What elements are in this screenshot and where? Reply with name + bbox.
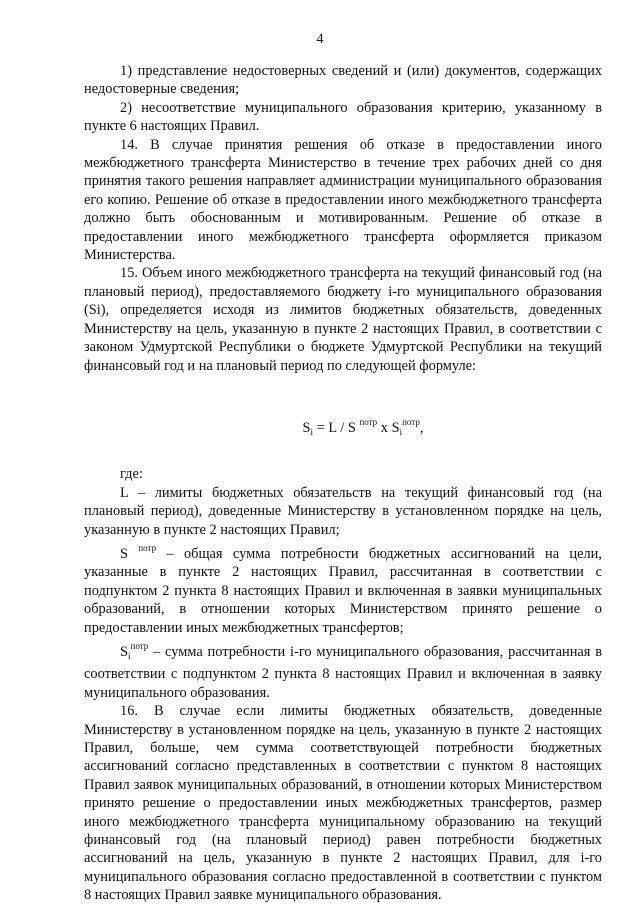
page-number: 4 bbox=[316, 31, 324, 47]
definition-text: – общая сумма потребности бюджетных ассигнований на цели, указанные в пункте 2 настоящих Правил, рассчитанная в соответствии с подпунктом 2 пункта 8 настоящих Правил и включенная в заявки муниципальных образований, в отношении которых Министерством принято решение о предоставлении иных межбюджетных трансфертов; bbox=[84, 545, 602, 636]
definition-sub: i bbox=[128, 650, 131, 661]
paragraph: 16. В случае если лимиты бюджетных обязательств, доведенные Министерству в установленном порядке на цель, указанную в пункте 2 настоящих Правил, больше, чем сумма соответствующей потребности бюджетных ассигнований согласно представленных в соответствии с пунктом 8 настоящих Правил заявок муниципальных образований, в отношении которых Министерством принято решение о предоставлении иных межбюджетных трансфертов, размер иного межбюджетного трансферта муниципальному образованию на текущий финансовый год (на плановый период) равен потребности бюджетных ассигнований на цель, указанную в пункте 2 настоящих Правил, для i-го муниципального образования согласно предоставленной в соответствии с пунктом 8 настоящих Правил заявке муниципального образования. bbox=[84, 703, 602, 904]
formula-sup2: потр bbox=[402, 416, 420, 427]
definition-text: – сумма потребности i-го муниципального образования, рассчитанная в соответствии с подпунктом 2 пункта 8 настоящих Правил и включенная в заявку муниципального образования. bbox=[84, 643, 602, 701]
document-body bbox=[84, 62, 602, 905]
where-label: где: bbox=[120, 466, 143, 483]
formula-left-sub: i bbox=[310, 426, 314, 437]
paragraph: 15. Объем иного межбюджетного трансферта на текущий финансовый год (на плановый период), предоставляемого бюджету i-го муниципального образования (Si), определяется исходя из лимитов бюджетных обязательств, доведенных Министерству на цель, указанную в пункте 2 настоящих Правил, в соответствии с законом Удмуртской Республики о бюджете Удмуртской Республики на текущий финансовый год и на плановый период по следующей формуле: bbox=[84, 265, 602, 374]
paragraph: 14. В случае принятия решения об отказе в предоставлении иного межбюджетного трансферта Министерство в течение трех рабочих дней со дня принятия такого решения направляет администрации муниципального образования его копию. Решение об отказе в предоставлении иного межбюджетного трансферта должно быть обоснованным и мотивированным. Решение об отказе в предоставлении иного межбюджетного трансферта оформляется приказом Министерства. bbox=[84, 136, 602, 264]
definition-sup: потр bbox=[138, 542, 157, 553]
definition-sup: потр bbox=[130, 640, 149, 651]
definition-text: – лимиты бюджетных обязательств на текущий финансовый год (на плановый период), доведенные Министерству в установленном порядке на цель, указанную в пункте 2 настоящих Правил; bbox=[84, 484, 602, 538]
definition-L bbox=[84, 484, 602, 539]
paragraph: 2) несоответствие муниципального образования критерию, указанному в пункте 6 настоящих Правил. bbox=[84, 99, 602, 135]
formula-sub2: i bbox=[399, 426, 403, 437]
definition-S-total bbox=[84, 539, 602, 637]
formula-eq: = L / S bbox=[313, 419, 360, 436]
formula-sup1: потр bbox=[359, 416, 378, 427]
formula-mid: x S bbox=[377, 419, 400, 436]
formula-tail: , bbox=[419, 419, 424, 436]
paragraph: 1) представление недостоверных сведений и (или) документов, содержащих недостоверные сведения; bbox=[84, 63, 602, 98]
formula-left: S bbox=[302, 419, 311, 436]
formula bbox=[84, 413, 602, 441]
definition-lead: L bbox=[120, 484, 129, 501]
definition-lead: S bbox=[120, 545, 129, 562]
definition-lead: S bbox=[120, 643, 129, 660]
definition-Si bbox=[84, 637, 602, 702]
